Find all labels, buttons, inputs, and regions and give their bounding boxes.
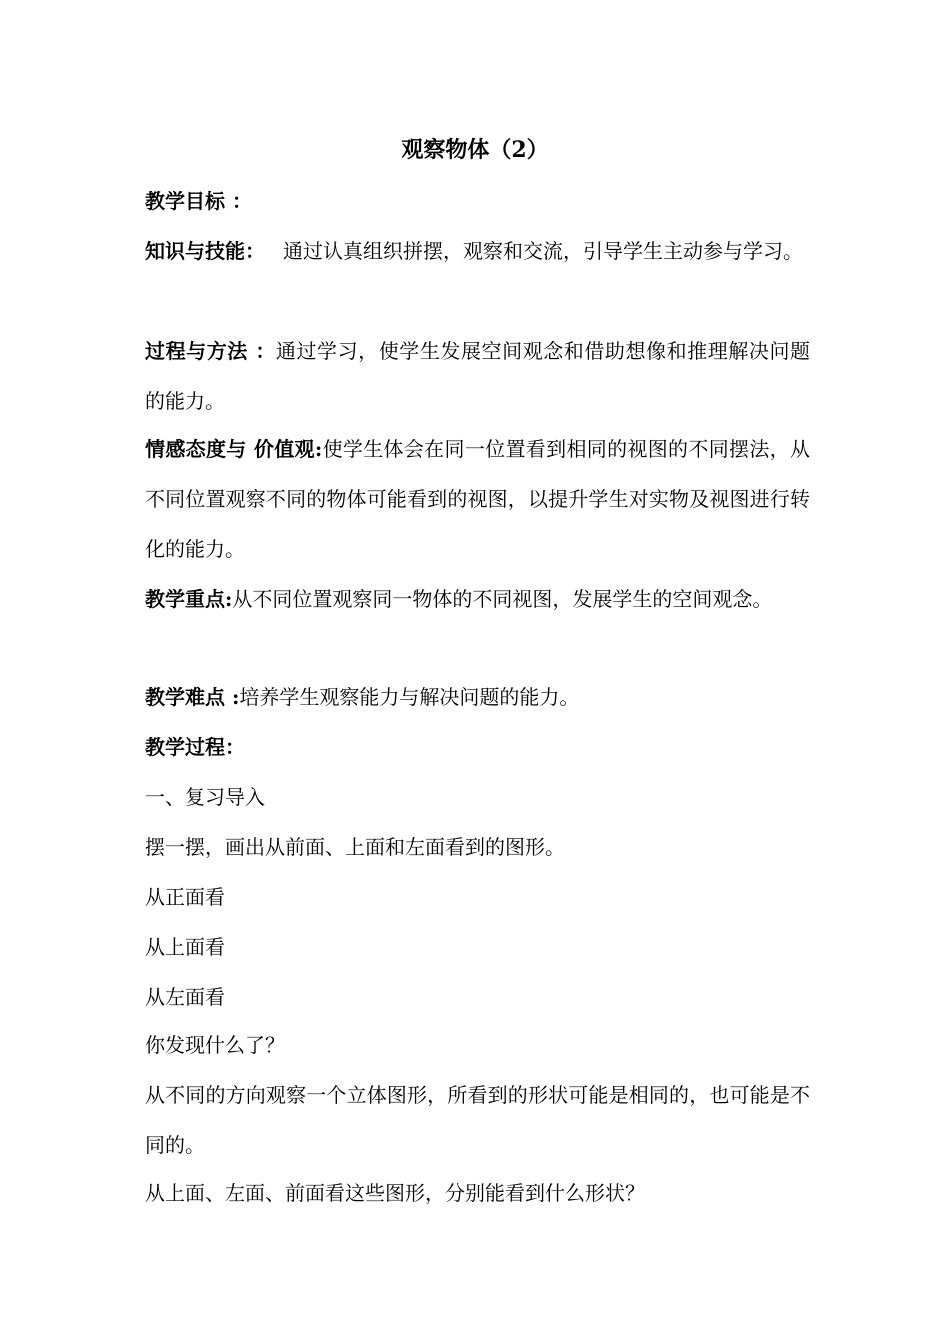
body-line: 摆一摆，画出从前面、上面和左面看到的图形。 bbox=[145, 835, 565, 859]
key-point-label: 教学重点: bbox=[145, 587, 233, 611]
process-heading: 教学过程： bbox=[145, 735, 245, 759]
emotion-label: 情感态度与 价值观: bbox=[145, 437, 323, 461]
emotion-text: 使学生体会在同一位置看到相同的视图的不同摆法，从不同位置观察不同的物体可能看到的视图，以提升学生对实物及视图进行转化的能力。 bbox=[145, 437, 810, 561]
process-label: 过程与方法 ： bbox=[145, 339, 276, 363]
difficulty-paragraph bbox=[145, 672, 810, 722]
knowledge-label: 知识与技能： bbox=[145, 239, 265, 263]
emotion-paragraph bbox=[145, 424, 810, 574]
body-line: 你发现什么了？ bbox=[145, 1033, 285, 1057]
document-title: 观察物体（2） bbox=[401, 137, 549, 163]
objectives-heading: 教学目标 ： bbox=[145, 189, 252, 213]
body-line: 从左面看 bbox=[145, 985, 225, 1009]
difficulty-text: 培养学生观察能力与解决问题的能力。 bbox=[239, 685, 580, 709]
body-paragraph: 从不同的方向观察一个立体图形，所看到的形状可能是相同的，也可能是不同的。 bbox=[145, 1083, 810, 1157]
knowledge-text: 通过认真组织拼摆，观察和交流，引导学生主动参与学习。 bbox=[283, 239, 803, 263]
body-line: 从上面、左面、前面看这些图形，分别能看到什么形状？ bbox=[145, 1181, 645, 1205]
section-heading: 一、复习导入 bbox=[145, 785, 265, 809]
body-line: 从上面看 bbox=[145, 935, 225, 959]
body-line: 从正面看 bbox=[145, 885, 225, 909]
process-paragraph bbox=[145, 326, 810, 426]
knowledge-paragraph bbox=[145, 226, 810, 276]
difficulty-label: 教学难点 : bbox=[145, 685, 240, 709]
key-point-text: 从不同位置观察同一物体的不同视图，发展学生的空间观念。 bbox=[232, 587, 773, 611]
key-point-paragraph bbox=[145, 574, 810, 624]
process-text: 通过学习，使学生发展空间观念和借助想像和推理解决问题的能力。 bbox=[145, 339, 811, 413]
